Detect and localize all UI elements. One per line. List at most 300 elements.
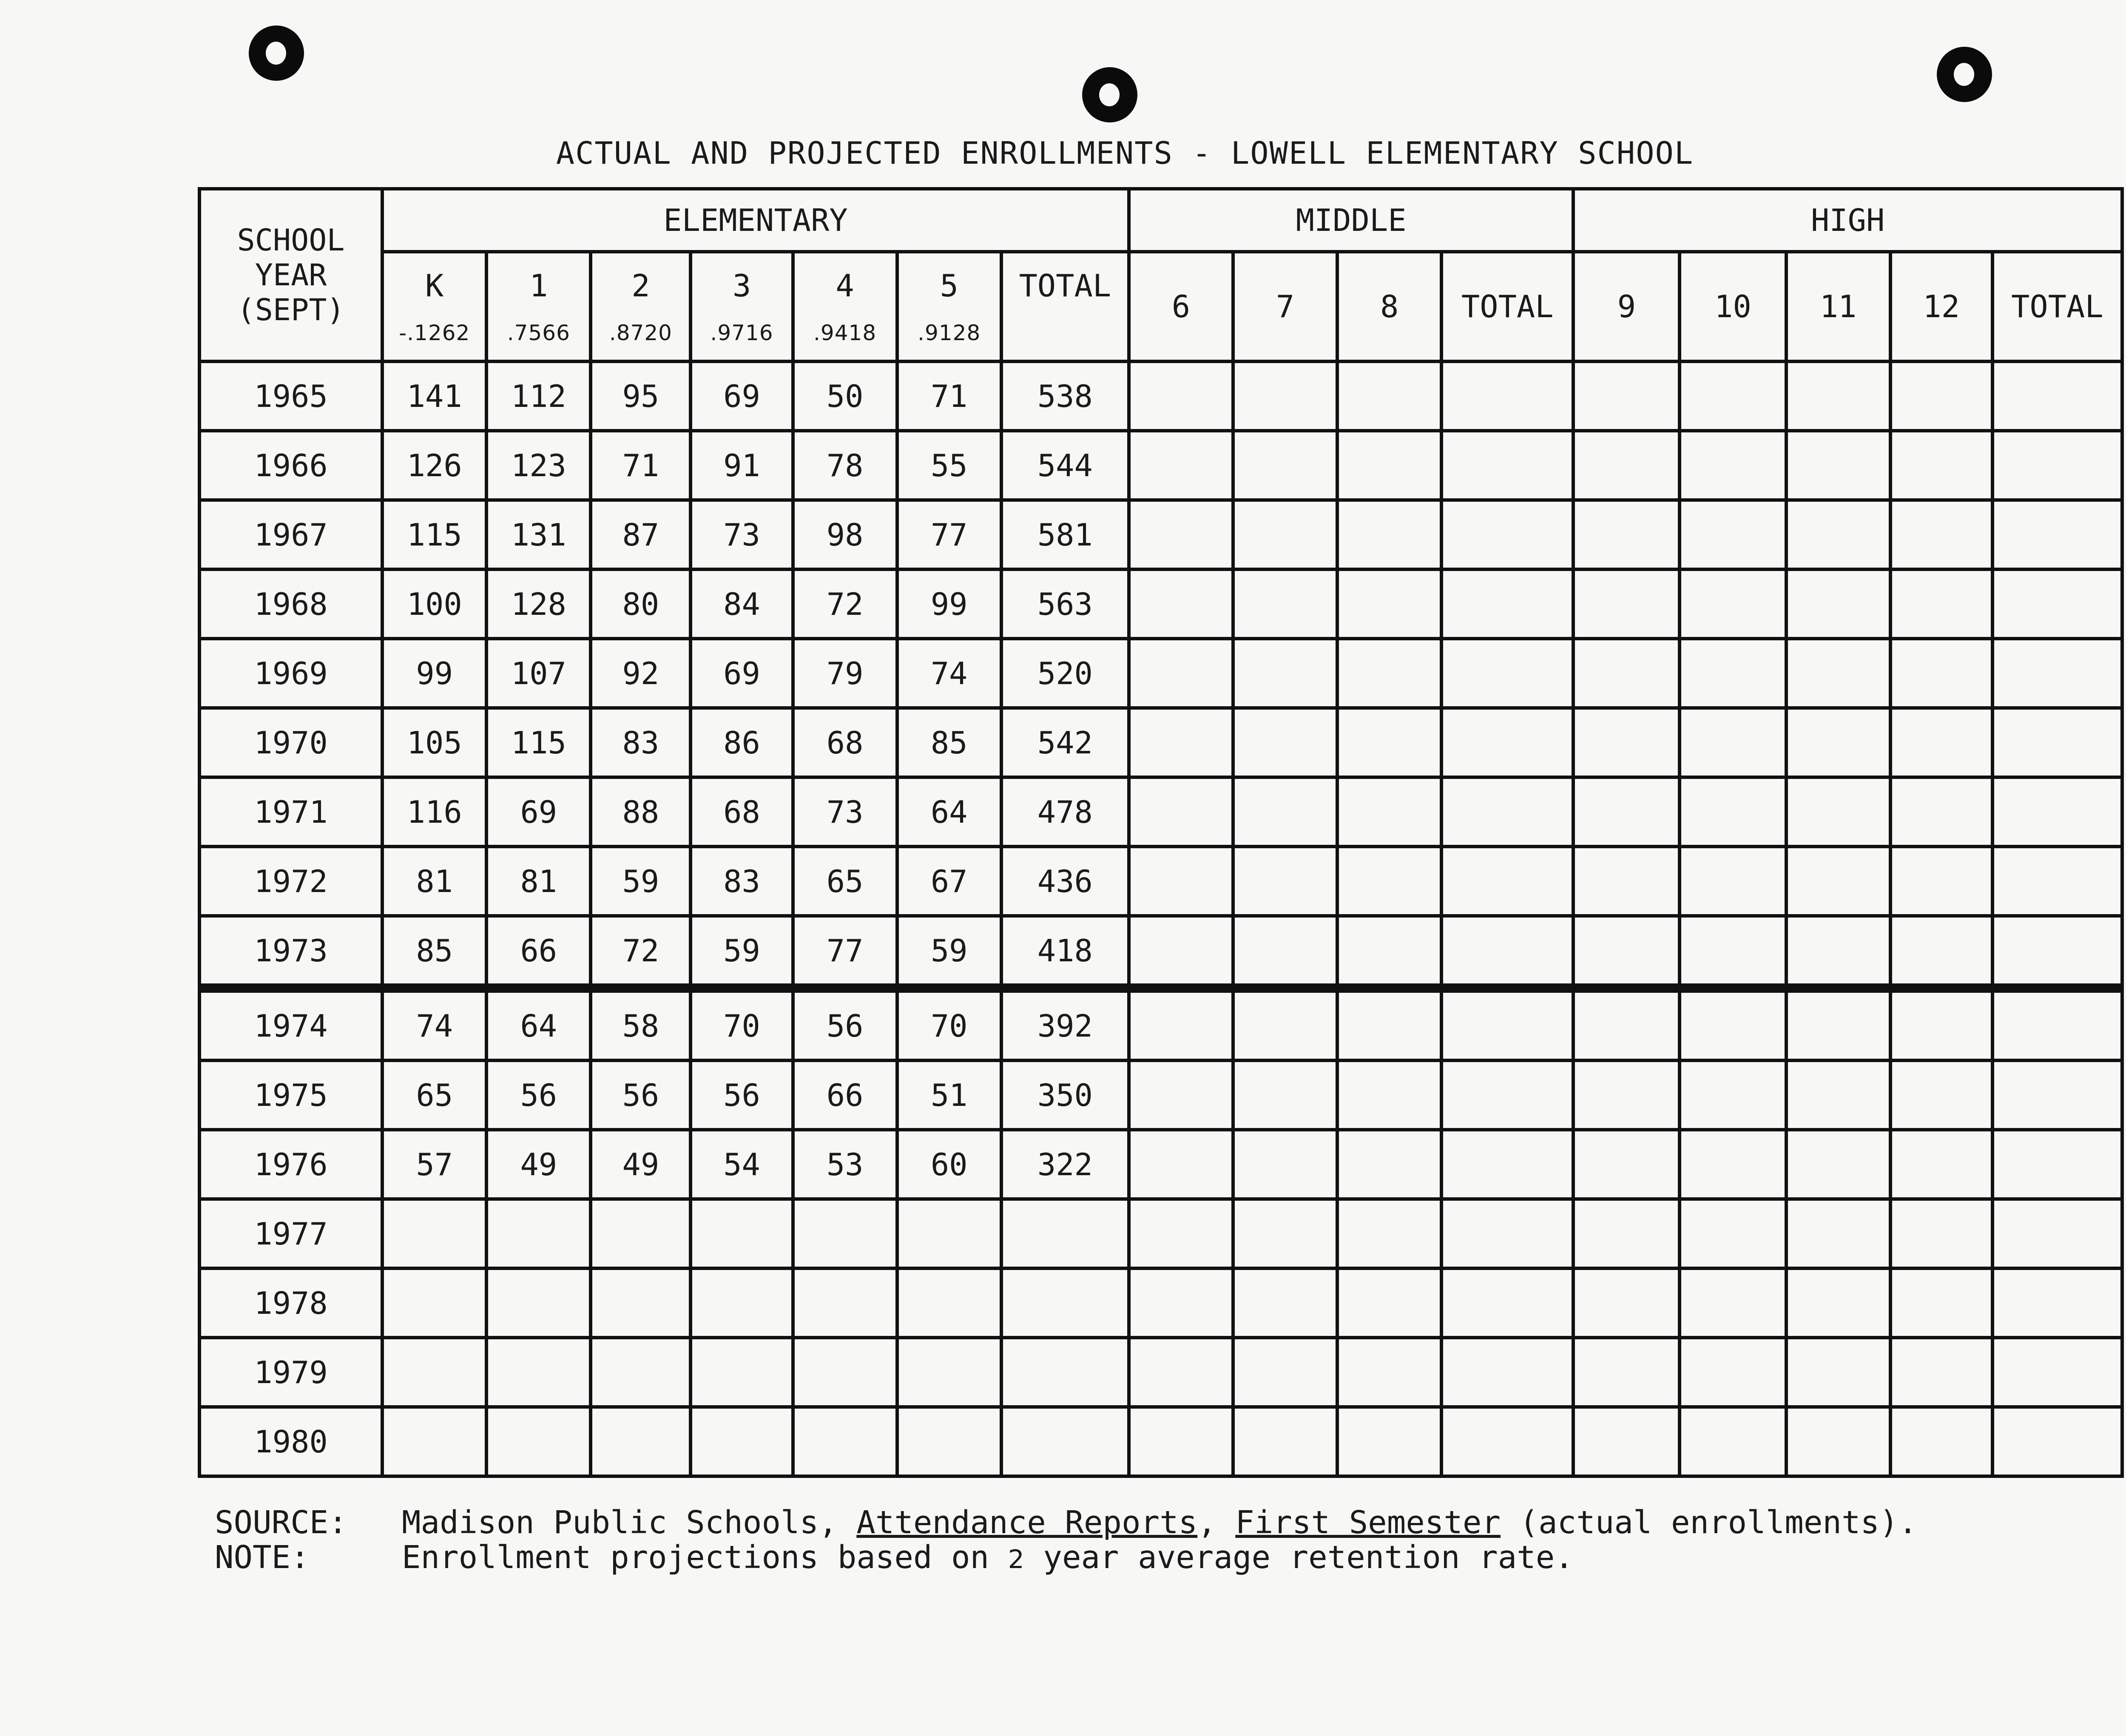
school-year-cell: 1980 xyxy=(199,1407,382,1476)
middle-empty-cell xyxy=(1441,569,1573,639)
elementary-group-header: ELEMENTARY xyxy=(382,189,1129,252)
school-year-cell: 1965 xyxy=(199,361,382,431)
high-empty-cell xyxy=(1573,500,1680,569)
elementary-total-cell: 581 xyxy=(1001,500,1129,569)
middle-empty-cell xyxy=(1129,1130,1233,1199)
middle-empty-cell xyxy=(1441,847,1573,916)
enrollment-cell: 70 xyxy=(691,988,793,1060)
middle-empty-cell xyxy=(1337,500,1441,569)
enrollment-cell: 91 xyxy=(691,431,793,500)
enrollment-cell: 71 xyxy=(591,431,691,500)
enrollment-cell: 53 xyxy=(793,1130,897,1199)
middle-empty-cell xyxy=(1233,639,1337,708)
high-empty-cell xyxy=(1786,916,1890,988)
middle-empty-cell xyxy=(1441,500,1573,569)
high-empty-cell xyxy=(1680,500,1786,569)
enrollment-cell: 69 xyxy=(691,639,793,708)
high-empty-cell xyxy=(1992,1338,2122,1407)
year-header-line: YEAR xyxy=(255,258,327,293)
col-header-middle-total: TOTAL xyxy=(1441,252,1573,361)
table-row xyxy=(199,639,2122,708)
middle-empty-cell xyxy=(1441,639,1573,708)
high-empty-cell xyxy=(1680,1199,1786,1268)
high-empty-cell xyxy=(1680,639,1786,708)
enrollment-cell xyxy=(793,1407,897,1476)
middle-empty-cell xyxy=(1337,916,1441,988)
table-row xyxy=(199,1268,2122,1338)
year-header-line: SCHOOL xyxy=(237,223,345,258)
elementary-total-cell: 542 xyxy=(1001,708,1129,777)
middle-empty-cell xyxy=(1233,569,1337,639)
middle-empty-cell xyxy=(1441,708,1573,777)
middle-empty-cell xyxy=(1441,1130,1573,1199)
enrollment-cell xyxy=(691,1268,793,1338)
enrollment-cell: 54 xyxy=(691,1130,793,1199)
enrollment-cell xyxy=(897,1338,1001,1407)
enrollment-cell xyxy=(382,1338,486,1407)
note-label: NOTE: xyxy=(215,1539,310,1576)
high-empty-cell xyxy=(1786,569,1890,639)
middle-empty-cell xyxy=(1129,708,1233,777)
high-empty-cell xyxy=(1573,431,1680,500)
high-empty-cell xyxy=(1890,431,1992,500)
source-text: Madison Public Schools, xyxy=(402,1504,857,1541)
enrollment-cell: 49 xyxy=(591,1130,691,1199)
retention-rate: .7566 xyxy=(507,321,570,345)
col-header-3: 3 .9716 xyxy=(691,252,793,361)
high-empty-cell xyxy=(1890,639,1992,708)
enrollment-cell: 78 xyxy=(793,431,897,500)
retention-rate: .9418 xyxy=(813,321,877,345)
high-empty-cell xyxy=(1573,1060,1680,1130)
note-handwritten-number: 2 xyxy=(1008,1545,1024,1574)
high-empty-cell xyxy=(1992,1060,2122,1130)
enrollment-cell xyxy=(897,1268,1001,1338)
middle-empty-cell xyxy=(1337,569,1441,639)
enrollment-cell: 99 xyxy=(382,639,486,708)
retention-rate: .9716 xyxy=(710,321,773,345)
elementary-total-cell xyxy=(1001,1338,1129,1407)
high-empty-cell xyxy=(1992,431,2122,500)
elementary-total-cell: 538 xyxy=(1001,361,1129,431)
high-empty-cell xyxy=(1573,847,1680,916)
enrollment-cell: 64 xyxy=(486,988,591,1060)
enrollment-cell: 58 xyxy=(591,988,691,1060)
high-empty-cell xyxy=(1573,1407,1680,1476)
col-header-7: 7 xyxy=(1233,252,1337,361)
retention-rate: .8720 xyxy=(609,321,672,345)
middle-empty-cell xyxy=(1233,1060,1337,1130)
enrollment-cell: 65 xyxy=(793,847,897,916)
middle-empty-cell xyxy=(1233,1338,1337,1407)
high-empty-cell xyxy=(1992,1407,2122,1476)
enrollment-cell: 59 xyxy=(691,916,793,988)
table-row xyxy=(199,1407,2122,1476)
high-empty-cell xyxy=(1680,361,1786,431)
middle-empty-cell xyxy=(1233,361,1337,431)
high-empty-cell xyxy=(1992,777,2122,847)
enrollment-cell: 99 xyxy=(897,569,1001,639)
note-text: Enrollment projections based on xyxy=(402,1539,1008,1576)
high-empty-cell xyxy=(1786,1199,1890,1268)
middle-empty-cell xyxy=(1129,431,1233,500)
middle-empty-cell xyxy=(1233,777,1337,847)
high-empty-cell xyxy=(1680,988,1786,1060)
enrollment-cell: 56 xyxy=(591,1060,691,1130)
enrollment-cell xyxy=(382,1407,486,1476)
enrollment-cell: 126 xyxy=(382,431,486,500)
enrollment-cell: 79 xyxy=(793,639,897,708)
group-header-row xyxy=(199,189,2122,252)
enrollment-cell: 68 xyxy=(793,708,897,777)
high-empty-cell xyxy=(1786,1130,1890,1199)
table-row xyxy=(199,569,2122,639)
middle-empty-cell xyxy=(1337,708,1441,777)
middle-empty-cell xyxy=(1129,361,1233,431)
enrollment-cell xyxy=(382,1268,486,1338)
elementary-total-cell xyxy=(1001,1407,1129,1476)
enrollment-cell xyxy=(691,1338,793,1407)
middle-empty-cell xyxy=(1337,1407,1441,1476)
enrollment-cell xyxy=(486,1338,591,1407)
elementary-total-cell: 418 xyxy=(1001,916,1129,988)
high-empty-cell xyxy=(1786,708,1890,777)
elementary-total-cell xyxy=(1001,1268,1129,1338)
enrollment-cell xyxy=(486,1268,591,1338)
elementary-total-cell: 436 xyxy=(1001,847,1129,916)
middle-empty-cell xyxy=(1337,1268,1441,1338)
enrollment-cell: 60 xyxy=(897,1130,1001,1199)
school-year-cell: 1967 xyxy=(199,500,382,569)
col-header-8: 8 xyxy=(1337,252,1441,361)
high-empty-cell xyxy=(1680,1060,1786,1130)
high-empty-cell xyxy=(1573,708,1680,777)
school-year-cell: 1973 xyxy=(199,916,382,988)
elementary-total-cell: 392 xyxy=(1001,988,1129,1060)
high-empty-cell xyxy=(1890,1060,1992,1130)
school-year-cell: 1977 xyxy=(199,1199,382,1268)
table-row xyxy=(199,777,2122,847)
middle-empty-cell xyxy=(1233,988,1337,1060)
high-empty-cell xyxy=(1890,500,1992,569)
enrollment-cell xyxy=(691,1407,793,1476)
high-empty-cell xyxy=(1573,988,1680,1060)
enrollment-cell: 51 xyxy=(897,1060,1001,1130)
table-row xyxy=(199,1060,2122,1130)
enrollment-cell: 128 xyxy=(486,569,591,639)
table-row xyxy=(199,1199,2122,1268)
middle-empty-cell xyxy=(1129,1338,1233,1407)
school-year-cell: 1974 xyxy=(199,988,382,1060)
middle-empty-cell xyxy=(1441,1199,1573,1268)
col-header-6: 6 xyxy=(1129,252,1233,361)
footer-notes xyxy=(215,1505,1917,1577)
middle-empty-cell xyxy=(1233,708,1337,777)
high-empty-cell xyxy=(1890,569,1992,639)
school-year-cell: 1968 xyxy=(199,569,382,639)
middle-empty-cell xyxy=(1129,1407,1233,1476)
high-empty-cell xyxy=(1890,1199,1992,1268)
middle-empty-cell xyxy=(1337,639,1441,708)
enrollment-cell: 74 xyxy=(897,639,1001,708)
high-empty-cell xyxy=(1786,639,1890,708)
col-header-12: 12 xyxy=(1890,252,1992,361)
high-empty-cell xyxy=(1890,988,1992,1060)
high-empty-cell xyxy=(1890,847,1992,916)
enrollment-cell: 72 xyxy=(793,569,897,639)
enrollment-cell: 73 xyxy=(691,500,793,569)
high-empty-cell xyxy=(1786,847,1890,916)
punch-hole-right xyxy=(1937,47,1992,102)
enrollment-cell: 88 xyxy=(591,777,691,847)
enrollment-cell: 69 xyxy=(691,361,793,431)
enrollment-cell: 92 xyxy=(591,639,691,708)
high-empty-cell xyxy=(1992,500,2122,569)
high-empty-cell xyxy=(1786,988,1890,1060)
enrollment-cell xyxy=(486,1407,591,1476)
middle-empty-cell xyxy=(1337,431,1441,500)
high-empty-cell xyxy=(1992,639,2122,708)
elementary-total-cell: 478 xyxy=(1001,777,1129,847)
enrollment-cell xyxy=(486,1199,591,1268)
table-row xyxy=(199,1130,2122,1199)
enrollment-cell: 80 xyxy=(591,569,691,639)
enrollment-cell: 116 xyxy=(382,777,486,847)
middle-empty-cell xyxy=(1337,988,1441,1060)
source-separator: , xyxy=(1197,1504,1236,1541)
enrollment-cell: 77 xyxy=(897,500,1001,569)
enrollment-table xyxy=(198,187,2124,1478)
enrollment-cell: 112 xyxy=(486,361,591,431)
punch-hole-center xyxy=(1082,67,1137,122)
high-empty-cell xyxy=(1680,1130,1786,1199)
enrollment-cell: 107 xyxy=(486,639,591,708)
school-year-cell: 1976 xyxy=(199,1130,382,1199)
enrollment-cell: 131 xyxy=(486,500,591,569)
high-empty-cell xyxy=(1680,1338,1786,1407)
middle-empty-cell xyxy=(1441,431,1573,500)
retention-rate: -.1262 xyxy=(399,321,470,345)
enrollment-cell xyxy=(591,1407,691,1476)
high-empty-cell xyxy=(1786,431,1890,500)
high-empty-cell xyxy=(1786,361,1890,431)
school-year-cell: 1971 xyxy=(199,777,382,847)
high-empty-cell xyxy=(1992,916,2122,988)
enrollment-cell: 55 xyxy=(897,431,1001,500)
table-row xyxy=(199,708,2122,777)
retention-rate: .9128 xyxy=(918,321,981,345)
high-empty-cell xyxy=(1786,500,1890,569)
table-row xyxy=(199,847,2122,916)
middle-empty-cell xyxy=(1337,777,1441,847)
enrollment-cell: 81 xyxy=(486,847,591,916)
high-empty-cell xyxy=(1786,1407,1890,1476)
high-empty-cell xyxy=(1573,361,1680,431)
high-empty-cell xyxy=(1680,431,1786,500)
col-header-11: 11 xyxy=(1786,252,1890,361)
school-year-header xyxy=(199,189,382,361)
punch-hole-left xyxy=(249,26,304,81)
enrollment-cell xyxy=(382,1199,486,1268)
middle-empty-cell xyxy=(1441,988,1573,1060)
elementary-total-cell: 322 xyxy=(1001,1130,1129,1199)
middle-empty-cell xyxy=(1233,847,1337,916)
middle-empty-cell xyxy=(1337,1338,1441,1407)
enrollment-cell: 69 xyxy=(486,777,591,847)
middle-empty-cell xyxy=(1129,569,1233,639)
high-empty-cell xyxy=(1890,777,1992,847)
high-group-header: HIGH xyxy=(1573,189,2122,252)
col-header-9: 9 xyxy=(1573,252,1680,361)
middle-empty-cell xyxy=(1337,361,1441,431)
middle-empty-cell xyxy=(1337,847,1441,916)
enrollment-cell: 59 xyxy=(897,916,1001,988)
col-header-1: 1 .7566 xyxy=(486,252,591,361)
enrollment-cell xyxy=(591,1199,691,1268)
middle-group-header: MIDDLE xyxy=(1129,189,1573,252)
col-header-elementary-total: TOTAL xyxy=(1001,252,1129,361)
enrollment-cell: 73 xyxy=(793,777,897,847)
enrollment-cell: 72 xyxy=(591,916,691,988)
enrollment-cell: 64 xyxy=(897,777,1001,847)
middle-empty-cell xyxy=(1129,1060,1233,1130)
enrollment-cell: 95 xyxy=(591,361,691,431)
high-empty-cell xyxy=(1680,777,1786,847)
source-underlined-semester: First Semester xyxy=(1235,1504,1501,1541)
middle-empty-cell xyxy=(1129,777,1233,847)
enrollment-cell: 85 xyxy=(382,916,486,988)
enrollment-cell: 68 xyxy=(691,777,793,847)
middle-empty-cell xyxy=(1129,988,1233,1060)
high-empty-cell xyxy=(1573,916,1680,988)
note-suffix: year average retention rate. xyxy=(1024,1539,1574,1576)
enrollment-cell xyxy=(793,1199,897,1268)
middle-empty-cell xyxy=(1233,1199,1337,1268)
high-empty-cell xyxy=(1890,361,1992,431)
table-row xyxy=(199,500,2122,569)
col-header-10: 10 xyxy=(1680,252,1786,361)
high-empty-cell xyxy=(1680,847,1786,916)
enrollment-cell: 98 xyxy=(793,500,897,569)
enrollment-cell: 49 xyxy=(486,1130,591,1199)
enrollment-cell: 59 xyxy=(591,847,691,916)
enrollment-cell: 66 xyxy=(793,1060,897,1130)
middle-empty-cell xyxy=(1233,1268,1337,1338)
enrollment-cell: 67 xyxy=(897,847,1001,916)
source-label: SOURCE: xyxy=(215,1504,347,1541)
enrollment-cell: 85 xyxy=(897,708,1001,777)
middle-empty-cell xyxy=(1337,1199,1441,1268)
table-row xyxy=(199,361,2122,431)
source-underlined-reports: Attendance Reports xyxy=(856,1504,1198,1541)
middle-empty-cell xyxy=(1441,361,1573,431)
enrollment-cell: 74 xyxy=(382,988,486,1060)
enrollment-cell: 81 xyxy=(382,847,486,916)
enrollment-cell: 50 xyxy=(793,361,897,431)
enrollment-cell: 71 xyxy=(897,361,1001,431)
middle-empty-cell xyxy=(1129,639,1233,708)
middle-empty-cell xyxy=(1233,500,1337,569)
col-header-k: K -.1262 xyxy=(382,252,486,361)
school-year-cell: 1972 xyxy=(199,847,382,916)
table-row xyxy=(199,1338,2122,1407)
enrollment-cell: 115 xyxy=(486,708,591,777)
table-body xyxy=(199,361,2122,1476)
high-empty-cell xyxy=(1786,1060,1890,1130)
high-empty-cell xyxy=(1992,569,2122,639)
elementary-total-cell: 350 xyxy=(1001,1060,1129,1130)
middle-empty-cell xyxy=(1441,1338,1573,1407)
enrollment-cell: 123 xyxy=(486,431,591,500)
school-year-cell: 1978 xyxy=(199,1268,382,1338)
high-empty-cell xyxy=(1992,708,2122,777)
high-empty-cell xyxy=(1890,916,1992,988)
enrollment-cell: 87 xyxy=(591,500,691,569)
high-empty-cell xyxy=(1890,1407,1992,1476)
table-row xyxy=(199,916,2122,988)
enrollment-cell: 83 xyxy=(591,708,691,777)
col-header-high-total: TOTAL xyxy=(1992,252,2122,361)
high-empty-cell xyxy=(1573,777,1680,847)
school-year-cell: 1966 xyxy=(199,431,382,500)
enrollment-cell xyxy=(691,1199,793,1268)
middle-empty-cell xyxy=(1129,500,1233,569)
enrollment-cell: 56 xyxy=(793,988,897,1060)
high-empty-cell xyxy=(1680,1407,1786,1476)
middle-empty-cell xyxy=(1129,916,1233,988)
high-empty-cell xyxy=(1992,1199,2122,1268)
year-header-line: (SEPT) xyxy=(237,293,345,327)
high-empty-cell xyxy=(1680,708,1786,777)
elementary-total-cell: 520 xyxy=(1001,639,1129,708)
document-title: ACTUAL AND PROJECTED ENROLLMENTS - LOWELL ELEMENTARY SCHOOL xyxy=(556,135,1694,171)
school-year-cell: 1970 xyxy=(199,708,382,777)
enrollment-cell: 56 xyxy=(486,1060,591,1130)
middle-empty-cell xyxy=(1129,847,1233,916)
col-header-5: 5 .9128 xyxy=(897,252,1001,361)
middle-empty-cell xyxy=(1441,1060,1573,1130)
high-empty-cell xyxy=(1890,1130,1992,1199)
high-empty-cell xyxy=(1573,1338,1680,1407)
middle-empty-cell xyxy=(1233,1407,1337,1476)
enrollment-cell xyxy=(591,1268,691,1338)
col-header-4: 4 .9418 xyxy=(793,252,897,361)
school-year-cell: 1979 xyxy=(199,1338,382,1407)
enrollment-cell: 141 xyxy=(382,361,486,431)
middle-empty-cell xyxy=(1337,1060,1441,1130)
high-empty-cell xyxy=(1890,1268,1992,1338)
table-row xyxy=(199,988,2122,1060)
enrollment-cell: 115 xyxy=(382,500,486,569)
high-empty-cell xyxy=(1992,1130,2122,1199)
high-empty-cell xyxy=(1992,988,2122,1060)
school-year-cell: 1969 xyxy=(199,639,382,708)
middle-empty-cell xyxy=(1441,777,1573,847)
enrollment-cell: 70 xyxy=(897,988,1001,1060)
enrollment-cell xyxy=(897,1407,1001,1476)
middle-empty-cell xyxy=(1233,431,1337,500)
high-empty-cell xyxy=(1573,1130,1680,1199)
high-empty-cell xyxy=(1786,777,1890,847)
high-empty-cell xyxy=(1680,569,1786,639)
enrollment-cell xyxy=(793,1338,897,1407)
elementary-total-cell: 563 xyxy=(1001,569,1129,639)
enrollment-cell: 83 xyxy=(691,847,793,916)
table-row xyxy=(199,431,2122,500)
middle-empty-cell xyxy=(1441,1407,1573,1476)
high-empty-cell xyxy=(1573,1268,1680,1338)
elementary-total-cell xyxy=(1001,1199,1129,1268)
